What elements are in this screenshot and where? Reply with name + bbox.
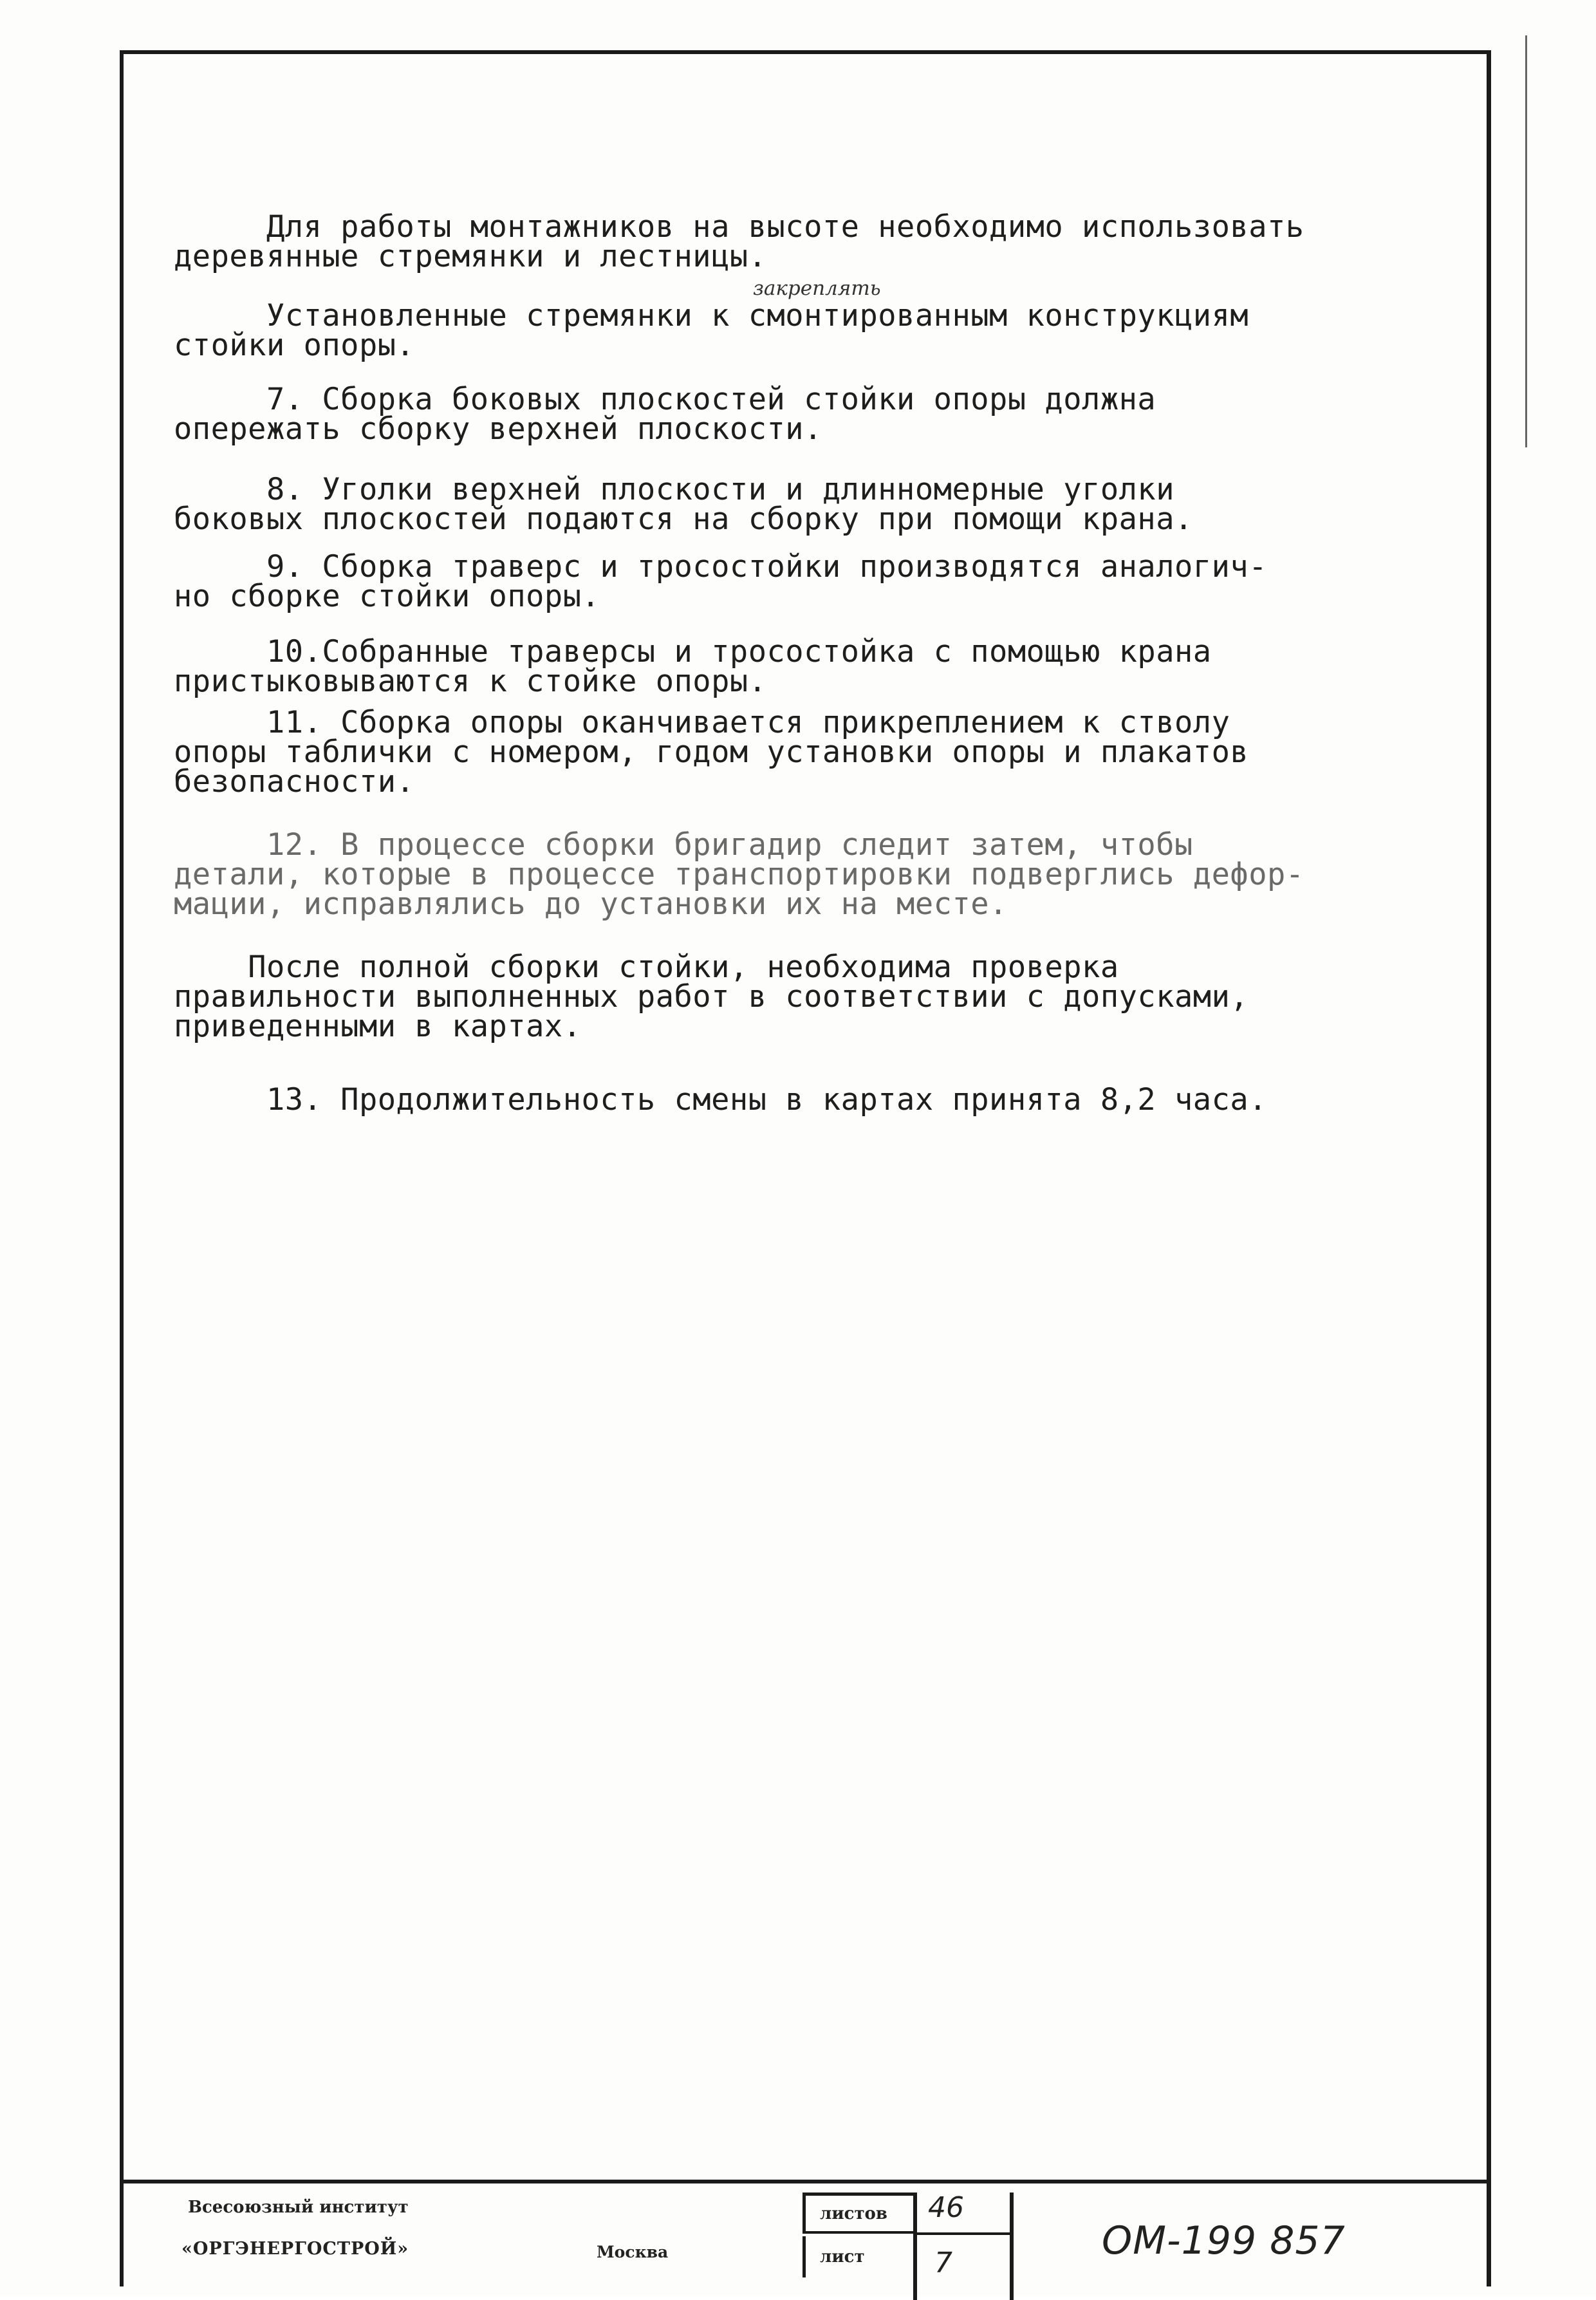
- sheets-value: 46: [928, 2191, 964, 2224]
- handwritten-correction: закреплять: [753, 277, 881, 300]
- paragraph-ladders: Для работы монтажников на высоте необходимо использовать деревянные стремянки и лестницы.: [174, 209, 1304, 274]
- sheet-label: лист: [803, 2236, 913, 2277]
- paragraph-final-check: После полной сборки стойки, необходима проверка правильности выполненных работ в соответствии с допусками, приведенными в картах.: [174, 949, 1249, 1044]
- grid-divider: [1010, 2192, 1014, 2300]
- sheet-value: 7: [934, 2247, 952, 2279]
- grid-divider: [913, 2192, 917, 2300]
- org-name-line1: Всесоюзный институт: [188, 2198, 409, 2217]
- paragraph-8: 8. Уголки верхней плоскости и длинномерные уголки боковых плоскостей подаются на сборку при помощи крана.: [174, 472, 1193, 537]
- paragraph-13: 13. Продолжительность смены в картах принята 8,2 часа.: [174, 1082, 1267, 1117]
- sheets-label: листов: [803, 2192, 913, 2234]
- title-block: [124, 2180, 1487, 2300]
- paragraph-9: 9. Сборка траверс и тросостойки производятся аналогич- но сборке стойки опоры.: [174, 549, 1267, 614]
- paragraph-11: 11. Сборка опоры оканчивается прикреплением к стволу опоры таблички с номером, годом установки опоры и плакатов безопасности.: [174, 705, 1249, 799]
- paragraph-installed-ladders: Установленные стремянки к смонтированным конструкциям стойки опоры.: [174, 298, 1249, 363]
- paragraph-7: 7. Сборка боковых плоскостей стойки опоры должна опережать сборку верхней плоскости.: [174, 382, 1156, 447]
- grid-divider: [913, 2232, 1010, 2235]
- paragraph-10: 10.Собранные траверсы и тросостойка с помощью крана пристыковываются к стойке опоры.: [174, 634, 1212, 699]
- document-code: ОМ-199 857: [1102, 2218, 1346, 2263]
- paragraph-12: 12. В процессе сборки бригадир следит затем, чтобы детали, которые в процессе транспортировки подверглись дефор- мации, исправлялись до установки их на месте.: [174, 827, 1304, 922]
- org-name-line2: «ОРГЭНЕРГОСТРОЙ»: [181, 2239, 409, 2259]
- scan-edge-line: [1525, 35, 1527, 447]
- org-city: Москва: [597, 2243, 669, 2261]
- sheet-info-grid: [803, 2192, 1596, 2300]
